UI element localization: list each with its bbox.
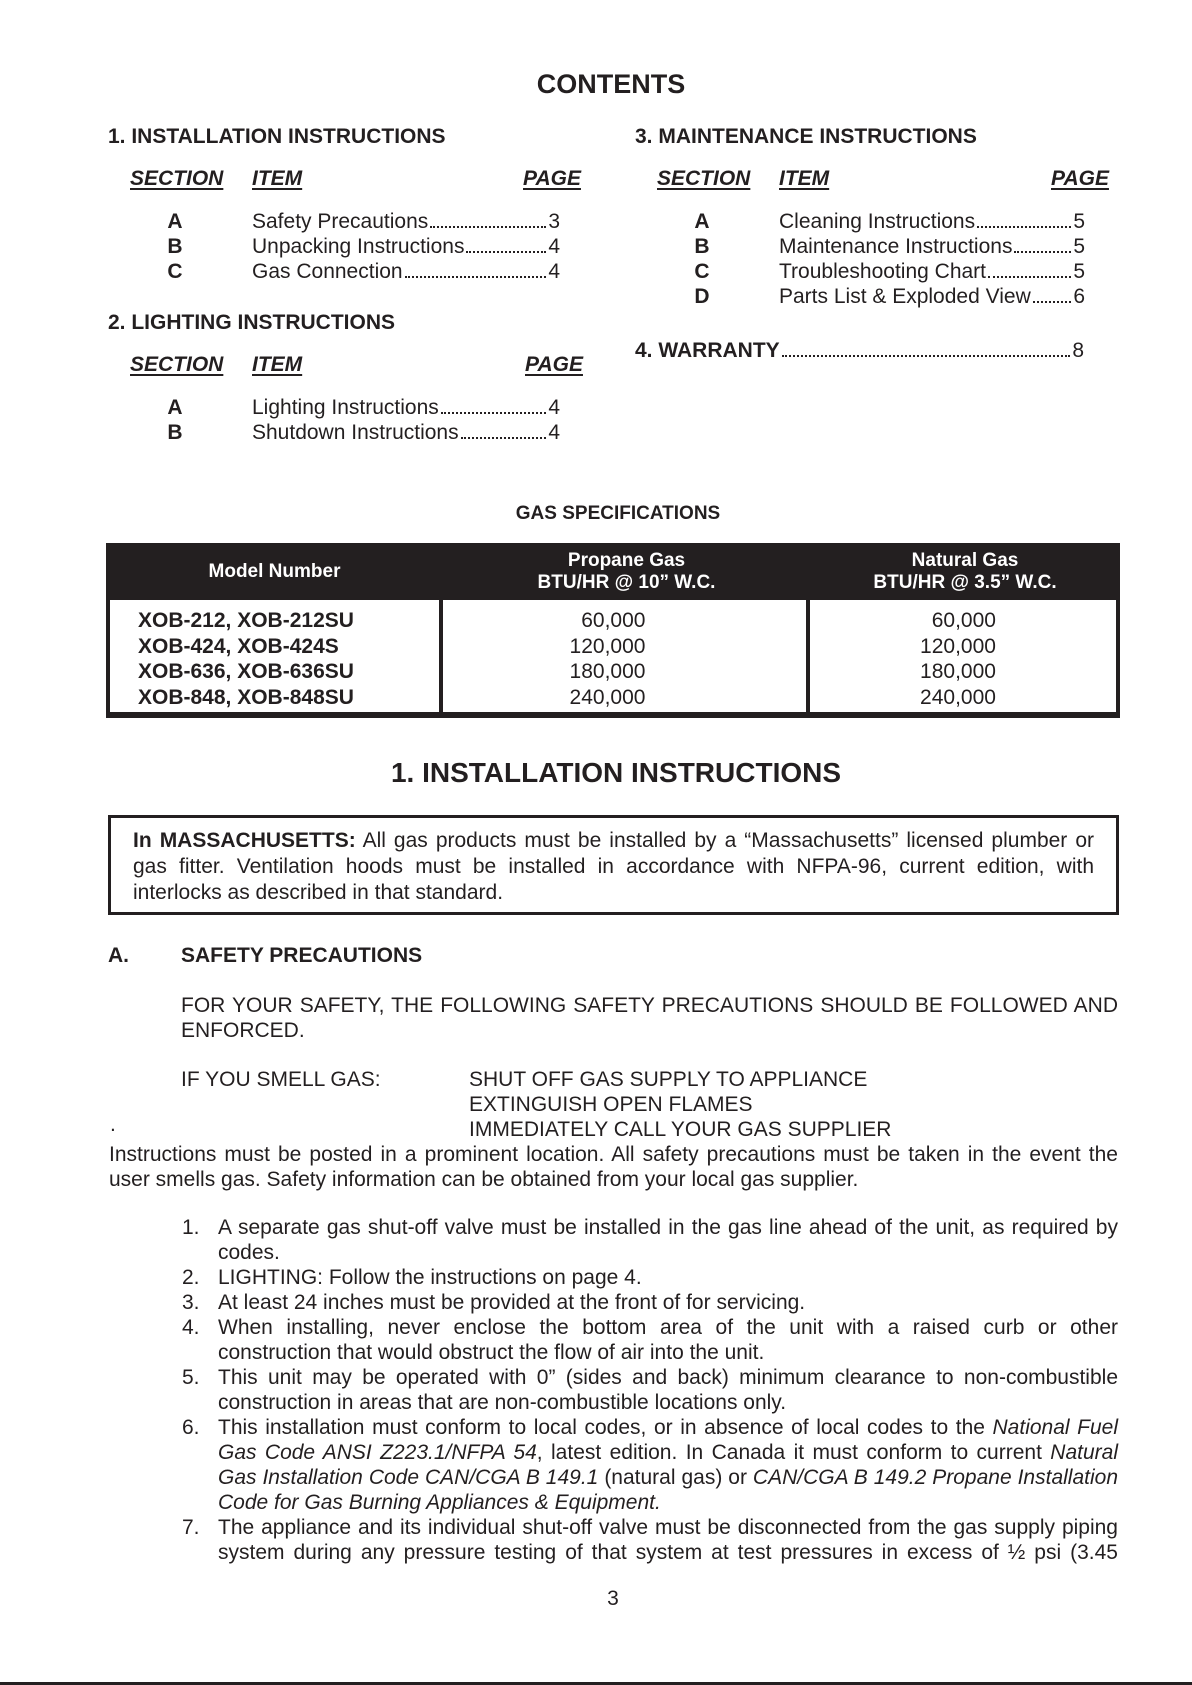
dot-leader: [441, 412, 547, 414]
toc-page-number: 3: [548, 210, 560, 233]
toc-row[interactable]: [682, 284, 1102, 309]
toc-item-label: Shutdown Instructions: [252, 421, 459, 444]
list-number: 4.: [182, 1316, 200, 1339]
toc-entry: [252, 395, 560, 420]
toc-page-number: 4: [548, 260, 560, 283]
toc-maintenance-list: [682, 209, 1102, 309]
list-item: [182, 1290, 1118, 1315]
list-text: When installing, never enclose the bottom area of the unit with a raised curb or other construction that would obstruct the flow of air into the unit.: [218, 1316, 1118, 1364]
dot-leader: [977, 226, 1071, 228]
list-text: LIGHTING: Follow the instructions on page 4.: [218, 1266, 642, 1289]
posting-note: Instructions must be posted in a prominent location. All safety precautions must be taken in the event the user smells gas. Safety information can be obtained from your local gas supplier.: [109, 1143, 1118, 1191]
header-natural-unit: BTU/HR @ 3.5” W.C.: [873, 571, 1057, 593]
list-item: [182, 1515, 1118, 1565]
toc-letter: A: [694, 210, 710, 233]
list-text-part: , latest edition. In Canada it must conform to current: [536, 1441, 1051, 1464]
toc-row[interactable]: [682, 209, 1102, 234]
toc-item-label: Maintenance Instructions: [779, 235, 1013, 258]
list-item: [182, 1315, 1118, 1365]
toc-item-label: Unpacking Instructions: [252, 235, 465, 258]
list-text: The appliance and its individual shut-off valve must be disconnected from the gas supply piping system during any pressure testing of that system at test pressures in excess of ½ psi (3.45: [218, 1516, 1118, 1564]
dot-leader: [466, 251, 546, 253]
toc-warranty-heading: 4. WARRANTY: [635, 339, 780, 362]
model-cell: XOB-424, XOB-424S: [138, 634, 339, 658]
toc-col-section: SECTION: [130, 167, 224, 190]
toc-warranty-row[interactable]: [635, 338, 1084, 363]
dot-leader: [988, 276, 1071, 278]
toc-entry: [252, 259, 560, 284]
toc-installation-heading: 1. INSTALLATION INSTRUCTIONS: [108, 125, 446, 148]
list-number: 7.: [182, 1516, 200, 1539]
toc-row[interactable]: [155, 209, 560, 234]
toc-col-item: ITEM: [252, 353, 303, 376]
code-reference: National Fuel Gas Code ANSI Z223.1/NFPA 54: [218, 1416, 1119, 1464]
toc-row[interactable]: [155, 420, 560, 445]
dot-leader: [405, 276, 547, 278]
toc-letter: D: [694, 285, 710, 308]
toc-letter: B: [167, 235, 183, 258]
safety-heading: SAFETY PRECAUTIONS: [181, 944, 423, 967]
toc-entry: [779, 209, 1085, 234]
toc-page-number: 4: [548, 396, 560, 419]
toc-entry: [252, 234, 560, 259]
smell-action: EXTINGUISH OPEN FLAMES: [469, 1093, 753, 1116]
installation-title: 1. INSTALLATION INSTRUCTIONS: [390, 757, 842, 788]
model-column: [110, 600, 439, 712]
smell-gas-label: IF YOU SMELL GAS:: [181, 1068, 381, 1091]
toc-col-section: SECTION: [657, 167, 751, 190]
list-number: 5.: [182, 1366, 200, 1389]
dot-leader: [430, 226, 546, 228]
list-text: At least 24 inches must be provided at the front of for servicing.: [218, 1291, 806, 1314]
toc-page-number: 6: [1073, 285, 1085, 308]
header-propane: [443, 543, 810, 600]
list-number: 3.: [182, 1291, 200, 1314]
toc-item-label: Cleaning Instructions: [779, 210, 976, 233]
dot-leader: [1014, 251, 1071, 253]
toc-maintenance-heading: 3. MAINTENANCE INSTRUCTIONS: [635, 125, 977, 148]
toc-page-number: 5: [1073, 260, 1085, 283]
natural-cell: 240,000: [920, 685, 996, 709]
toc-entry: [779, 259, 1085, 284]
header-propane-label: Propane Gas: [567, 549, 686, 571]
propane-values: [570, 608, 646, 710]
toc-installation-list: [155, 209, 560, 284]
gas-table-header: [106, 543, 1120, 600]
list-number: 6.: [182, 1416, 200, 1439]
propane-column: [443, 600, 806, 712]
natural-column: [810, 600, 1116, 712]
header-propane-unit: BTU/HR @ 10” W.C.: [537, 571, 716, 593]
toc-row[interactable]: [682, 259, 1102, 284]
toc-letter: A: [167, 396, 183, 419]
toc-page-number: 5: [1073, 235, 1085, 258]
toc-item-label: Lighting Instructions: [252, 396, 439, 419]
toc-row[interactable]: [155, 259, 560, 284]
toc-col-section: SECTION: [130, 353, 224, 376]
smell-action: IMMEDIATELY CALL YOUR GAS SUPPLIER: [469, 1118, 892, 1141]
toc-entry: [779, 284, 1085, 309]
header-natural-label: Natural Gas: [911, 549, 1019, 571]
dot-leader: [461, 437, 547, 439]
natural-values: [920, 608, 996, 710]
propane-cell: 60,000: [581, 609, 646, 632]
list-text: A separate gas shut-off valve must be installed in the gas line ahead of the unit, as required by codes.: [218, 1216, 1118, 1264]
list-item: [182, 1265, 1118, 1290]
toc-col-item: ITEM: [252, 167, 303, 190]
contents-title: CONTENTS: [536, 69, 686, 99]
toc-entry: [252, 209, 560, 234]
toc-lighting-list: [155, 395, 560, 445]
toc-col-item: ITEM: [779, 167, 830, 190]
list-item: [182, 1365, 1118, 1415]
list-number: 1.: [182, 1216, 200, 1239]
header-natural: [810, 543, 1120, 600]
massachusetts-text: All gas products must be installed by a “Massachusetts” licensed plumber or gas fitter. Ventilation hoods must be installed in accordance with NFPA-96, current edition, with interlocks as described in that standard.: [133, 829, 1094, 904]
gas-specs-title: GAS SPECIFICATIONS: [515, 503, 721, 524]
toc-entry: [252, 420, 560, 445]
toc-page-number: 4: [548, 421, 560, 444]
dot-leader: [782, 355, 1071, 357]
toc-row[interactable]: [155, 234, 560, 259]
model-cell: XOB-848, XOB-848SU: [138, 685, 354, 709]
dot-leader: [1033, 301, 1072, 303]
safety-letter: A.: [108, 944, 129, 967]
propane-cell: 240,000: [569, 685, 646, 709]
natural-cell: 60,000: [931, 609, 996, 632]
code-reference: Natural Gas Installation Code CAN/CGA B 149.1: [218, 1441, 1118, 1489]
gas-specs-table: [106, 543, 1120, 718]
toc-item-label: Troubleshooting Chart: [779, 260, 987, 283]
model-cell: XOB-636, XOB-636SU: [138, 660, 354, 683]
list-item: [182, 1215, 1118, 1265]
header-model-number: [106, 543, 443, 600]
toc-page-number: 4: [548, 235, 560, 258]
toc-item-label: Parts List & Exploded View: [779, 285, 1031, 308]
safety-intro: FOR YOUR SAFETY, THE FOLLOWING SAFETY PRECAUTIONS SHOULD BE FOLLOWED AND ENFORCED.: [181, 994, 1118, 1042]
toc-letter: C: [694, 260, 710, 283]
toc-letter: B: [167, 421, 183, 444]
toc-col-page: PAGE: [1051, 167, 1109, 190]
toc-letter: C: [167, 260, 183, 283]
toc-col-page: PAGE: [523, 167, 581, 190]
toc-item-label: Gas Connection: [252, 260, 403, 283]
toc-letter: B: [694, 235, 710, 258]
toc-row[interactable]: [155, 395, 560, 420]
massachusetts-label: In MASSACHUSETTS:: [133, 829, 356, 852]
toc-row[interactable]: [682, 234, 1102, 259]
list-text-part: This installation must conform to local codes, or in absence of local codes to the: [218, 1416, 993, 1439]
header-model-label: Model Number: [208, 560, 341, 582]
list-number: 2.: [182, 1266, 200, 1289]
page-number: 3: [607, 1587, 619, 1610]
toc-lighting-heading: 2. LIGHTING INSTRUCTIONS: [108, 311, 396, 334]
natural-cell: 180,000: [920, 660, 996, 683]
toc-col-page: PAGE: [525, 353, 583, 376]
stray-dot: .: [110, 1113, 116, 1136]
toc-entry: [635, 338, 1084, 363]
safety-precautions-list: [182, 1215, 1118, 1565]
toc-page-number: 8: [1072, 339, 1084, 362]
propane-cell: 180,000: [569, 660, 646, 683]
gas-table-body: [110, 600, 1116, 712]
list-text-part: (natural gas) or: [598, 1466, 753, 1489]
model-cell: XOB-212, XOB-212SU: [138, 609, 354, 632]
natural-cell: 120,000: [920, 634, 996, 658]
list-text: [218, 1415, 1118, 1515]
propane-cell: 120,000: [569, 634, 646, 658]
code-reference: CAN/CGA B 149.2 Propane Installation Code for Gas Burning Appliances & Equipment.: [218, 1466, 1118, 1514]
list-item: [182, 1415, 1118, 1515]
toc-item-label: Safety Precautions: [252, 210, 429, 233]
smell-gas-actions: [469, 1067, 891, 1142]
toc-page-number: 5: [1073, 210, 1085, 233]
toc-letter: A: [167, 210, 183, 233]
list-text: This unit may be operated with 0” (sides and back) minimum clearance to non-combustible construction in areas that are non-combustible locations only.: [218, 1366, 1118, 1414]
smell-action: SHUT OFF GAS SUPPLY TO APPLIANCE: [469, 1068, 868, 1091]
massachusetts-notice: [108, 815, 1119, 915]
toc-entry: [779, 234, 1085, 259]
